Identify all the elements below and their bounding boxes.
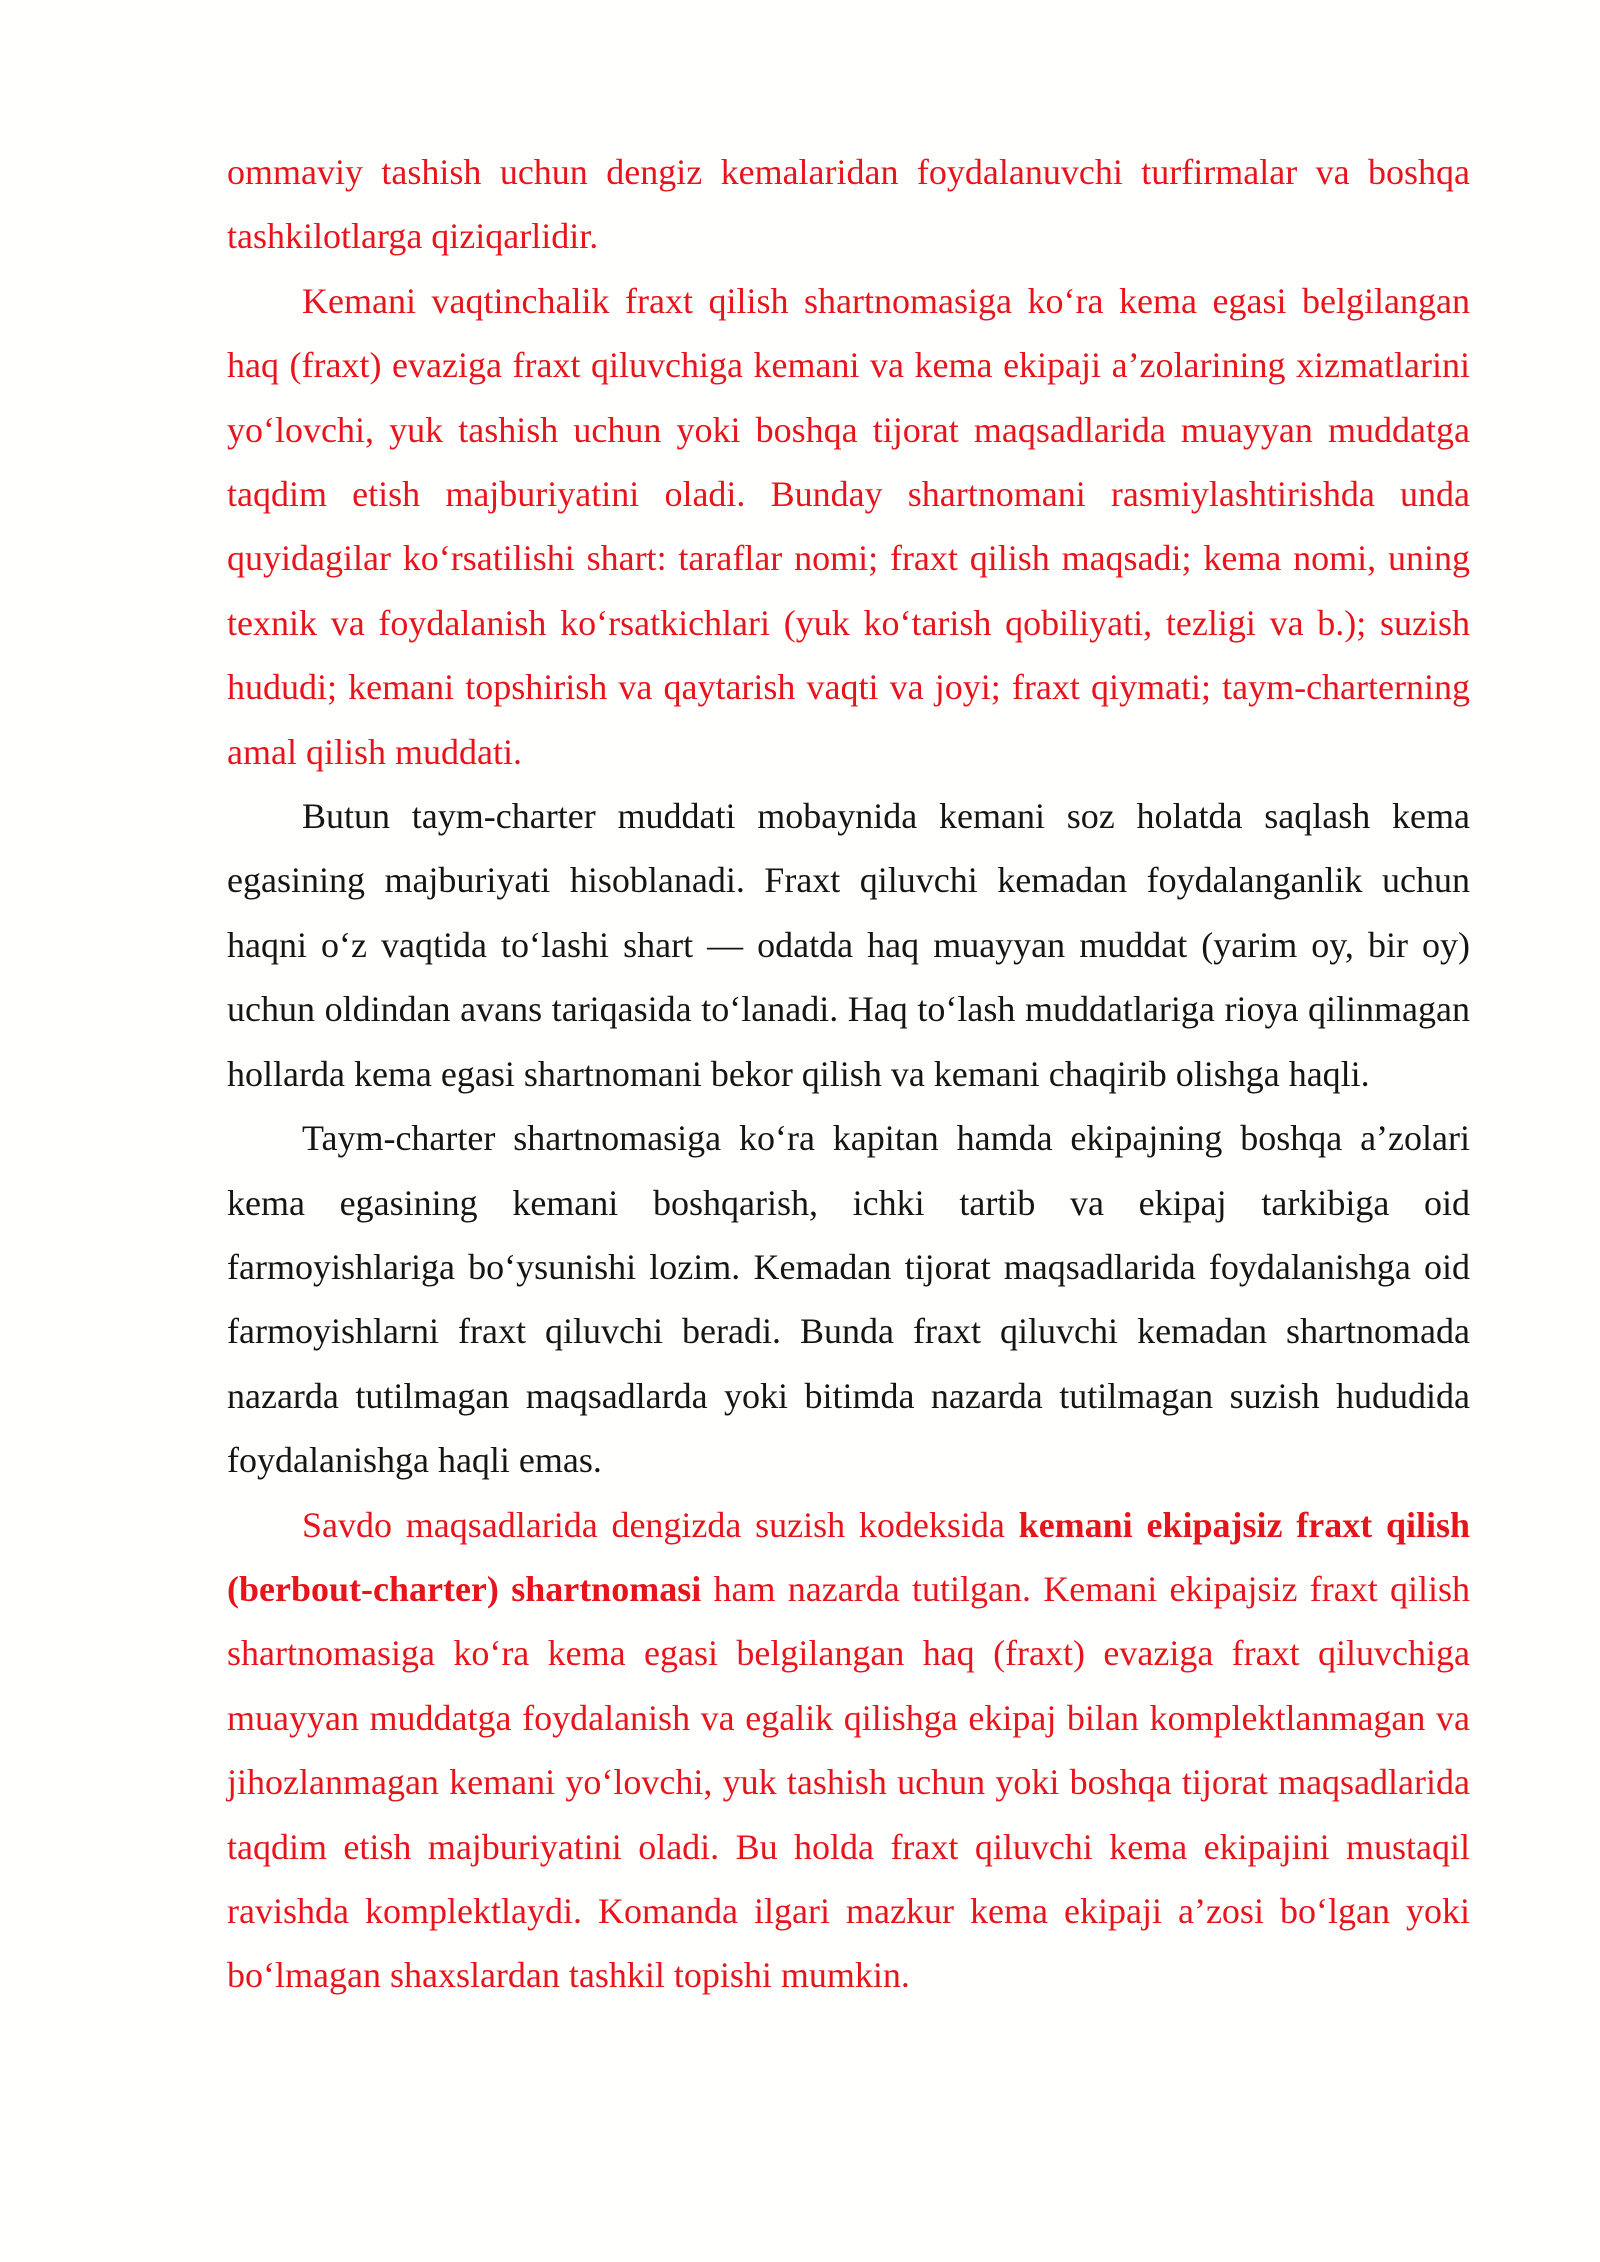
document-page bbox=[227, 140, 1470, 2008]
paragraph-1: ommaviy tashish uchun dengiz kemalaridan foydalanuvchi turfirmalar va boshqa tashkilotlarga qiziqarlidir. bbox=[227, 152, 1470, 257]
paragraph-3: Butun taym-charter muddati mobaynida kemani soz holatda saqlash kema egasining majburiyati hisoblanadi. Fraxt qiluvchi kemadan foydalanganlik uchun haqni o‘z vaqtida to‘lashi shart — odatda haq muayyan muddat (yarim oy, bir oy) uchun oldindan avans tariqasida to‘lanadi. Haq to‘lash muddatlariga rioya qilinmagan hollarda kema egasi shartnomani bekor qilish va kemani chaqirib olishga haqli. bbox=[227, 796, 1470, 1094]
paragraph-5-bold-term: kemani ekipajsiz fraxt qilish (berbout-charter) shartnomasi bbox=[227, 1504, 1471, 1609]
paragraph-5-lead: Savdo maqsadlarida dengizda suzish kodeksida bbox=[302, 1504, 1019, 1545]
paragraph-4: Taym-charter shartnomasiga ko‘ra kapitan hamda ekipajning boshqa a’zolari kema egasining kemani boshqarish, ichki tartib va ekipaj tarkibiga oid farmoyishlariga bo‘ysunishi lozim. Kemadan tijorat maqsadlarida foydalanishga oid farmoyishlarni fraxt qiluvchi beradi. Bunda fraxt qiluvchi kemadan shartnomada nazarda tutilmagan maqsadlarda yoki bitimda nazarda tutilmagan suzish hududida foydalanishga haqli emas. bbox=[227, 1118, 1470, 1481]
paragraph-2: Kemani vaqtinchalik fraxt qilish shartnomasiga ko‘ra kema egasi belgilangan haq (fraxt) evaziga fraxt qiluvchiga kemani va kema ekipaji a’zolarining xizmatlarini yo‘lovchi, yuk tashish uchun yoki boshqa tijorat maqsadlarida muayyan muddatga taqdim etish majburiyatini oladi. Bunday shartnomani rasmiylashtirishda unda quyidagilar ko‘rsatilishi shart: taraflar nomi; fraxt qilish maqsadi; kema nomi, uning texnik va foydalanish ko‘rsatkichlari (yuk ko‘tarish qobiliyati, tezligi va b.); suzish hududi; kemani topshirish va qaytarish vaqti va joyi; fraxt qiymati; taym-charterning amal qilish muddati. bbox=[227, 280, 1470, 772]
paragraph-5 bbox=[227, 1493, 1470, 2008]
paragraph-5-tail: ham nazarda tutilgan. Kemani ekipajsiz fraxt qilish shartnomasiga ko‘ra kema egasi belgilangan haq (fraxt) evaziga fraxt qiluvchiga muayyan muddatga foydalanish va egalik qilishga ekipaj bilan komplektlanmagan va jihozlanmagan kemani yo‘lovchi, yuk tashish uchun yoki boshqa tijorat maqsadlarida taqdim etish majburiyatini oladi. Bu holda fraxt qiluvchi kema ekipajini mustaqil ravishda komplektlaydi. Komanda ilgari mazkur kema ekipaji a’zosi bo‘lgan yoki bo‘lmagan shaxslardan tashkil topishi mumkin. bbox=[227, 1568, 1470, 1996]
